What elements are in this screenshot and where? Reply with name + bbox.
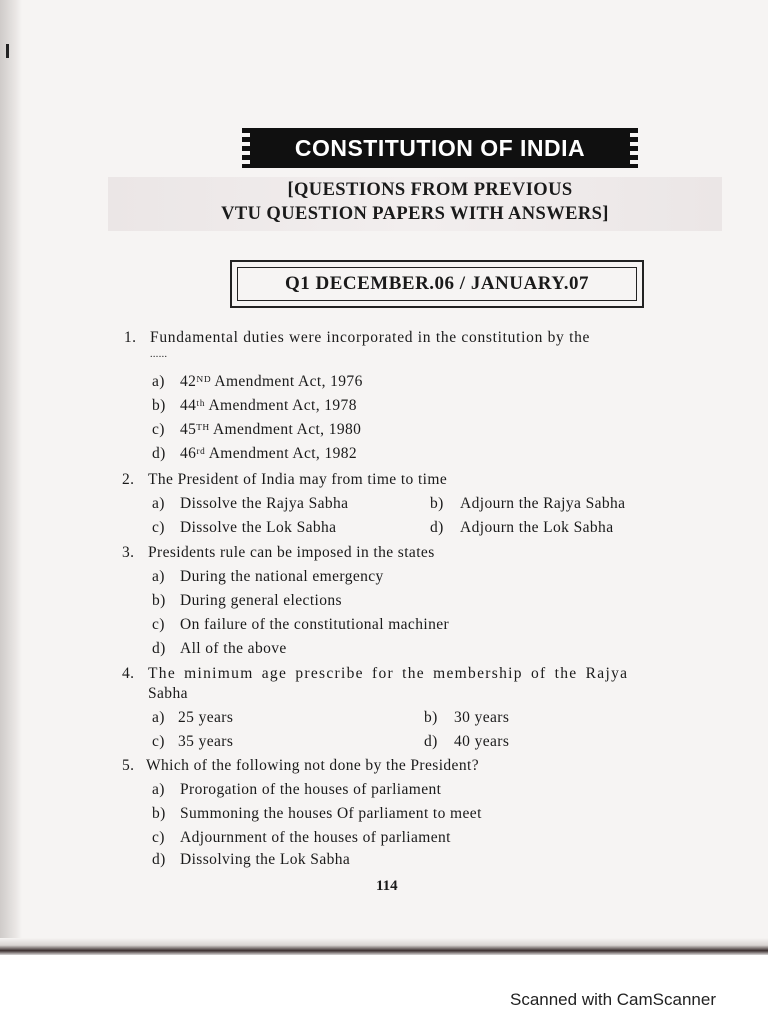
option-label: b) xyxy=(424,709,438,726)
option-label: c) xyxy=(152,519,165,536)
option-text: During the national emergency xyxy=(180,568,384,585)
option-label: d) xyxy=(152,851,166,868)
option-label: d) xyxy=(430,519,444,536)
option-text: Dissolve the Lok Sabha xyxy=(180,519,337,536)
subtitle-block xyxy=(108,177,722,231)
option-label: d) xyxy=(424,733,438,750)
option-label: c) xyxy=(152,733,165,750)
option-label: c) xyxy=(152,616,165,633)
option-label: b) xyxy=(152,397,166,414)
option-label: b) xyxy=(430,495,444,512)
option-text: 25 years xyxy=(178,709,234,726)
option-text: All of the above xyxy=(180,640,287,657)
option-label: a) xyxy=(152,373,165,390)
option-label: d) xyxy=(152,445,166,462)
option-text: 42ᴺᴰ Amendment Act, 1976 xyxy=(180,373,363,390)
option-text: Prorogation of the houses of parliament xyxy=(180,781,442,798)
subtitle-line-1: [QUESTIONS FROM PREVIOUS xyxy=(287,180,573,200)
option-text: Summoning the houses Of parliament to meet xyxy=(180,805,482,822)
question-text: Which of the following not done by the President? xyxy=(146,757,479,774)
question-text-continued: ...... xyxy=(150,349,168,360)
option-text: Adjournment of the houses of parliament xyxy=(180,829,451,846)
option-text: 35 years xyxy=(178,733,234,750)
option-text: 45ᵀᴴ Amendment Act, 1980 xyxy=(180,421,362,438)
question-text: Presidents rule can be imposed in the states xyxy=(148,544,435,561)
scanner-watermark: Scanned with CamScanner xyxy=(509,990,716,1009)
option-text: 46ʳᵈ Amendment Act, 1982 xyxy=(180,445,358,462)
option-text: On failure of the constitutional machiner xyxy=(180,616,450,633)
option-label: a) xyxy=(152,781,165,798)
page-mark xyxy=(6,44,9,58)
option-label: d) xyxy=(152,640,166,657)
question-number: 3. xyxy=(122,544,135,561)
question-number: 4. xyxy=(122,665,135,682)
question-text-continued: Sabha xyxy=(148,685,188,702)
option-label: c) xyxy=(152,421,165,438)
option-label: b) xyxy=(152,592,166,609)
option-text: 30 years xyxy=(454,709,510,726)
question-number: 1. xyxy=(124,329,137,346)
question-text: The President of India may from time to time xyxy=(148,471,448,488)
option-text: Adjourn the Rajya Sabha xyxy=(460,495,626,512)
subtitle-line-2: VTU QUESTION PAPERS WITH ANSWERS] xyxy=(221,204,609,224)
page-bottom-edge xyxy=(0,938,768,955)
question-text: Fundamental duties were incorporated in the constitution by the xyxy=(150,329,591,346)
option-label: c) xyxy=(152,829,165,846)
option-label: a) xyxy=(152,709,165,726)
question-text: The minimum age prescribe for the membership of the Rajya xyxy=(148,665,629,682)
option-text: 44ᵗʰ Amendment Act, 1978 xyxy=(180,397,357,414)
section-title: Q1 DECEMBER.06 / JANUARY.07 xyxy=(237,267,637,301)
option-text: 40 years xyxy=(454,733,510,750)
page-edge-shadow xyxy=(0,0,22,955)
question-number: 2. xyxy=(122,471,135,488)
question-number: 5. xyxy=(122,757,135,774)
page-title: CONSTITUTION OF INDIA xyxy=(248,128,632,168)
option-text: Dissolving the Lok Sabha xyxy=(180,851,351,868)
option-label: a) xyxy=(152,568,165,585)
section-box xyxy=(230,260,644,308)
option-label: b) xyxy=(152,805,166,822)
option-text: During general elections xyxy=(180,592,342,609)
option-text: Adjourn the Lok Sabha xyxy=(460,519,614,536)
option-text: Dissolve the Rajya Sabha xyxy=(180,495,349,512)
page-number: 114 xyxy=(376,878,398,894)
option-label: a) xyxy=(152,495,165,512)
